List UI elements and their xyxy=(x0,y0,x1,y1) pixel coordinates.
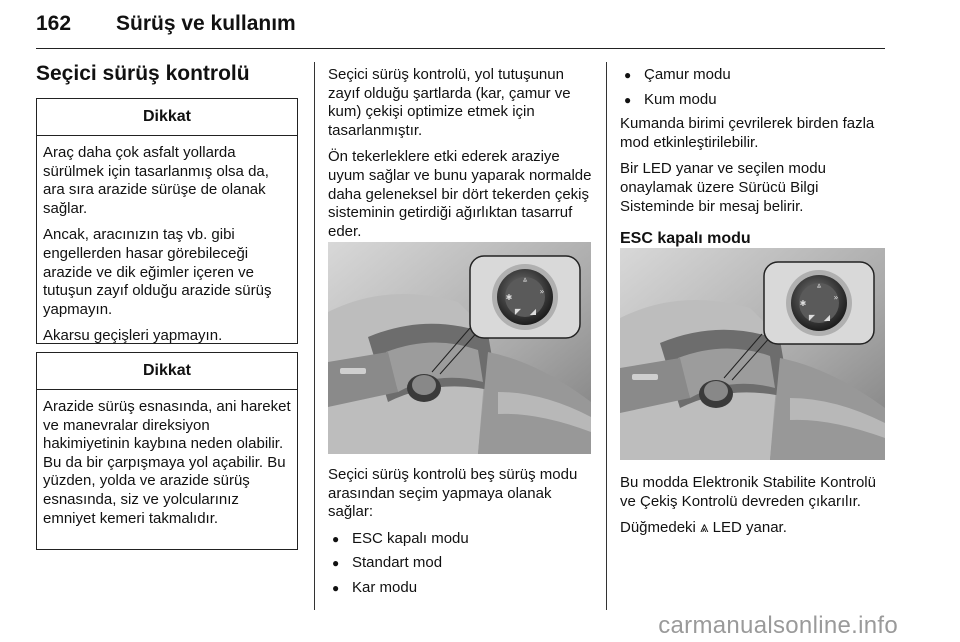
svg-text:⩓: ⩓ xyxy=(522,275,528,284)
column-2-lower xyxy=(328,466,596,604)
body-paragraph: Seçici sürüş kontrolü beş sürüş modu arasından seçim yapmaya olanak sağlar: xyxy=(328,466,578,521)
column-2 xyxy=(328,66,596,249)
body-paragraph: Ön tekerleklere etki ederek araziye uyum sağlar ve bunu yaparak normalde daha geleneksel bir dört tekerden çekiş sisteminin getirdiği ağırlıktan tasarruf eder. xyxy=(328,148,592,240)
mode-list xyxy=(620,66,888,109)
selector-control-photo xyxy=(328,242,591,454)
svg-text:✱: ✱ xyxy=(505,293,513,302)
svg-text:✱: ✱ xyxy=(799,299,807,308)
body-paragraph: Bu modda Elektronik Stabilite Kontrolü ve Çekiş Kontrolü devreden çıkarılır. xyxy=(620,474,876,510)
list-item: ● Kar modu xyxy=(328,579,596,598)
notice-title: Dikkat xyxy=(37,99,297,136)
notice-body xyxy=(37,390,297,534)
notice-paragraph: Arazide sürüş esnasında, ani hareket ve manevralar direksiyon hakimiyetinin kaybına neden olabilir. Bu da bir çarpışmaya yol açabilir. Bu yüzden, yolda ve arazide sürüş esnasında, siz ve yolcularınız emniyet kemeri takmalıdır. xyxy=(43,398,291,527)
list-item: ● Çamur modu xyxy=(620,66,888,85)
column-divider-1 xyxy=(314,62,315,610)
body-paragraph: Seçici sürüş kontrolü, yol tutuşunun zayıf olduğu şartlarda (kar, çamur ve kum) çekişi optimize etmek için tasarlanmıştır. xyxy=(328,66,571,139)
column-3 xyxy=(620,66,888,258)
chapter-title: Sürüş ve kullanım xyxy=(116,12,296,35)
column-3-lower xyxy=(620,474,888,546)
svg-text:»: » xyxy=(539,287,545,296)
notice-body xyxy=(37,136,297,352)
notice-title: Dikkat xyxy=(37,353,297,390)
header-rule xyxy=(36,48,885,49)
list-item: ● ESC kapalı modu xyxy=(328,530,596,549)
page-number: 162 xyxy=(36,12,72,35)
svg-text:◤: ◤ xyxy=(808,313,816,322)
svg-text:◢: ◢ xyxy=(529,307,537,316)
svg-text:◤: ◤ xyxy=(514,307,522,316)
list-item: ● Standart mod xyxy=(328,554,596,573)
svg-text:»: » xyxy=(833,293,839,302)
footer-watermark: carmanualsonline.info xyxy=(658,612,898,639)
body-paragraph: Düğmedeki ⩓ LED yanar. xyxy=(620,519,787,537)
mode-list xyxy=(328,530,596,598)
svg-text:◢: ◢ xyxy=(823,313,831,322)
notice-box-2 xyxy=(36,352,298,550)
body-paragraph: Bir LED yanar ve seçilen modu onaylamak üzere Sürücü Bilgi Sisteminde bir mesaj belirir. xyxy=(620,160,826,215)
body-paragraph: Kumanda birimi çevrilerek birden fazla mod etkinleştirilebilir. xyxy=(620,115,875,151)
subheading: ESC kapalı modu xyxy=(620,230,751,248)
section-title: Seçici sürüş kontrolü xyxy=(36,62,250,85)
notice-box-1 xyxy=(36,98,298,344)
column-divider-2 xyxy=(606,62,607,610)
notice-paragraph: Akarsu geçişleri yapmayın. xyxy=(43,327,223,345)
esc-off-photo xyxy=(620,248,885,460)
svg-text:⩓: ⩓ xyxy=(816,281,822,290)
list-item: ● Kum modu xyxy=(620,91,888,110)
notice-paragraph: Araç daha çok asfalt yollarda sürülmek için tasarlanmış olsa da, ara sıra arazide sürüşe de olanak sağlar. xyxy=(43,144,269,217)
notice-paragraph: Ancak, aracınızın taş vb. gibi engellerden hasar görebileceği arazide ve dik eğimler içeren ve tutuşun zayıf olduğu arazide sürüş yapmayın. xyxy=(43,226,272,318)
